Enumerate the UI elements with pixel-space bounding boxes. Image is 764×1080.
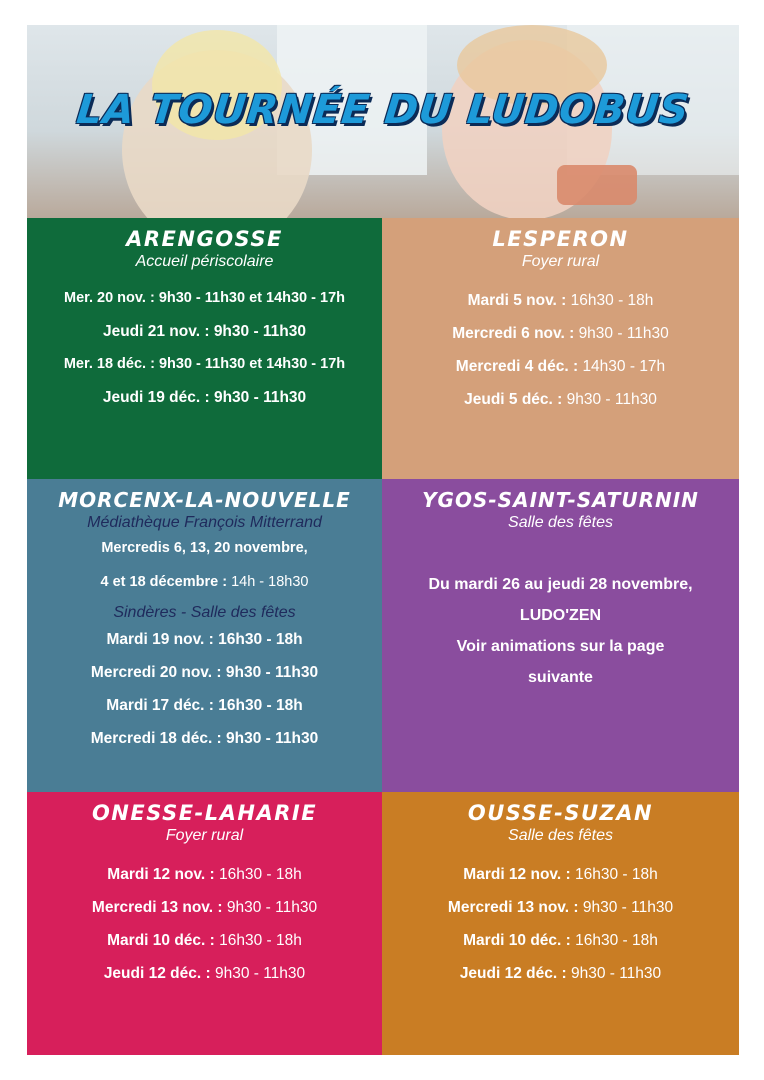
schedule-line: Mercredi 13 nov. : 9h30 - 11h30 — [447, 899, 674, 916]
schedule-line: Jeudi 19 déc. : 9h30 - 11h30 — [102, 389, 307, 406]
info-line: Du mardi 26 au jeudi 28 novembre, — [428, 576, 693, 593]
schedule-grid — [27, 218, 739, 1055]
venue-name: Foyer rural — [165, 827, 244, 844]
schedule-line: Mardi 5 nov. : 16h30 - 18h — [467, 292, 654, 309]
info-line: Voir animations sur la page — [456, 638, 665, 655]
wooden-toy — [557, 165, 637, 205]
place-name: ONESSE-LAHARIE — [91, 801, 318, 825]
ygos-panel — [382, 479, 739, 792]
poster-title: LA TOURNÉE DU LUDOBUS — [74, 87, 692, 133]
schedule-line: Mercredi 13 nov. : 9h30 - 11h30 — [91, 899, 318, 916]
schedule-line: Mer. 18 déc. : 9h30 - 11h30 et 14h30 - 17h — [63, 356, 346, 372]
header-banner — [27, 25, 739, 218]
schedule-line: Mercredi 4 déc. : 14h30 - 17h — [455, 358, 666, 375]
schedule-line: Mercredi 18 déc. : 9h30 - 11h30 — [90, 730, 319, 747]
venue-name: Salle des fêtes — [508, 514, 613, 531]
schedule-line: 4 et 18 décembre : 14h - 18h30 — [100, 574, 309, 590]
schedule-line: Mardi 19 nov. : 16h30 - 18h — [106, 631, 303, 648]
schedule-line: Mardi 10 déc. : 16h30 - 18h — [107, 932, 302, 949]
ousse-panel — [382, 792, 739, 1055]
schedule-line: Jeudi 21 nov. : 9h30 - 11h30 — [102, 323, 307, 340]
schedule-line: Jeudi 5 déc. : 9h30 - 11h30 — [464, 391, 657, 408]
schedule-line: Mardi 10 déc. : 16h30 - 18h — [463, 932, 658, 949]
venue-name: Salle des fêtes — [508, 827, 613, 844]
morcenx-panel — [27, 479, 382, 792]
info-line: LUDO'ZEN — [519, 607, 602, 624]
place-name: YGOS-SAINT-SATURNIN — [422, 488, 699, 512]
venue-name: Médiathèque François Mitterrand — [87, 514, 322, 531]
schedule-line: Mardi 12 nov. : 16h30 - 18h — [107, 866, 302, 883]
onesse-panel — [27, 792, 382, 1055]
venue-name: Sindères - Salle des fêtes — [113, 604, 296, 621]
place-name: LESPERON — [492, 227, 629, 251]
place-name: MORCENX-LA-NOUVELLE — [58, 488, 351, 512]
schedule-line: Mercredi 6 nov. : 9h30 - 11h30 — [452, 325, 669, 342]
place-name: OUSSE-SUZAN — [467, 801, 654, 825]
schedule-line: Jeudi 12 déc. : 9h30 - 11h30 — [103, 965, 306, 982]
schedule-line: Mardi 12 nov. : 16h30 - 18h — [463, 866, 658, 883]
schedule-line: Mercredis 6, 13, 20 novembre, — [101, 540, 308, 556]
schedule-line: Jeudi 12 déc. : 9h30 - 11h30 — [459, 965, 662, 982]
schedule-line: Mercredi 20 nov. : 9h30 - 11h30 — [90, 664, 319, 681]
schedule-line: Mardi 17 déc. : 16h30 - 18h — [106, 697, 303, 714]
lesperon-panel — [382, 218, 739, 479]
venue-name: Accueil périscolaire — [135, 253, 274, 270]
ludobus-poster — [27, 25, 739, 1055]
place-name: ARENGOSSE — [126, 227, 283, 251]
venue-name: Foyer rural — [521, 253, 600, 270]
info-line: suivante — [528, 669, 593, 686]
arengosse-panel — [27, 218, 382, 479]
schedule-line: Mer. 20 nov. : 9h30 - 11h30 et 14h30 - 17h — [63, 290, 345, 306]
